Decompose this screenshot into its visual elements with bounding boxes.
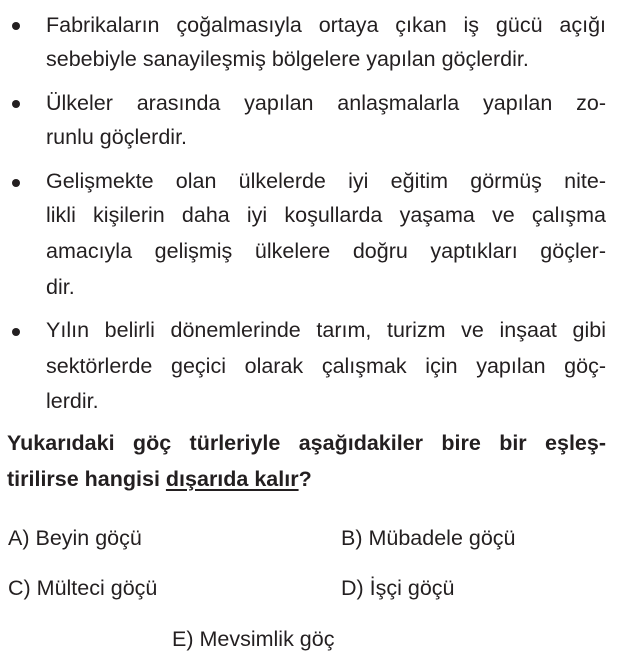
- bullet-4-line-1: Yılın belirli dönemlerinde tarım, turizm ve inşaat gibi: [46, 318, 606, 342]
- bullet-dot-icon: [12, 100, 20, 108]
- bullet-dot-icon: [12, 179, 20, 187]
- question-line-2: [7, 464, 606, 494]
- bullet-4-line-3: lerdir.: [46, 389, 99, 413]
- question-emphasis: dışarıda kalır: [165, 467, 299, 491]
- bullet-2-line-2: runlu göçlerdir.: [46, 125, 188, 149]
- bullet-3-line-4: dir.: [46, 275, 75, 299]
- bullet-3-line-2: likli kişilerin daha iyi koşullarda yaşama ve çalışma: [46, 203, 606, 227]
- option-c[interactable]: C) Mülteci göçü: [8, 576, 158, 600]
- bullet-dot-icon: [12, 328, 20, 336]
- bullet-2-line-1: Ülkeler arasında yapılan anlaşmalarla yapılan zo-: [46, 91, 606, 115]
- bullet-3-line-3: amacıyla gelişmiş ülkelere doğru yaptıkları göçler-: [46, 239, 606, 263]
- option-a[interactable]: A) Beyin göçü: [8, 526, 142, 550]
- bullet-3-line-1: Gelişmekte olan ülkelerde iyi eğitim görmüş nite-: [46, 169, 606, 193]
- question-mark: ?: [298, 467, 312, 491]
- option-e[interactable]: E) Mevsimlik göç: [172, 627, 335, 651]
- bullet-1-line-2: sebebiyle sanayileşmiş bölgelere yapılan göçlerdir.: [46, 47, 529, 71]
- question-line-1: Yukarıdaki göç türleriyle aşağıdakiler bire bir eşleş-: [7, 431, 606, 455]
- bullet-dot-icon: [12, 22, 20, 30]
- option-d[interactable]: D) İşçi göçü: [341, 576, 455, 600]
- option-b[interactable]: B) Mübadele göçü: [341, 526, 516, 550]
- question-line-2-start: tirilirse hangisi: [7, 467, 166, 491]
- bullet-4-line-2: sektörlerde geçici olarak çalışmak için yapılan göç-: [46, 354, 606, 378]
- bullet-1-line-1: Fabrikaların çoğalmasıyla ortaya çıkan iş gücü açığı: [46, 13, 606, 37]
